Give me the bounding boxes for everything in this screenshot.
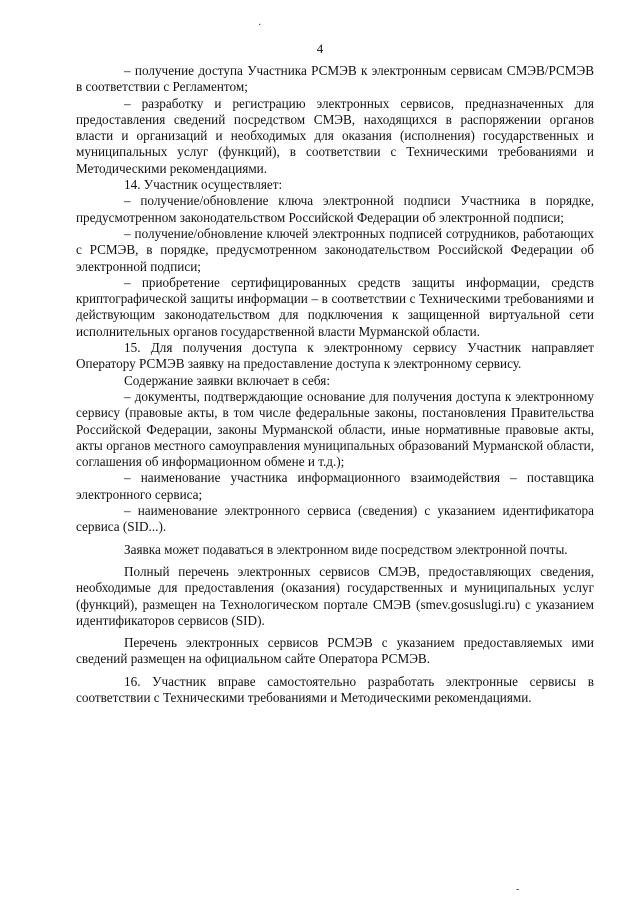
paragraph: – получение доступа Участника РСМЭВ к электронным сервисам СМЭВ/РСМЭВ в соответствии с Регламентом;	[76, 63, 594, 95]
paragraph: – получение/обновление ключа электронной подписи Участника в порядке, предусмотренном законодательством Российской Федерации об электронной подписи;	[76, 193, 594, 225]
paragraph: 14. Участник осуществляет:	[124, 177, 283, 193]
paragraph: 16. Участник вправе самостоятельно разработать электронные сервисы в соответствии с Техническими требованиями и Методическими рекомендациями.	[76, 673, 594, 705]
paragraph: – наименование электронного сервиса (сведения) с указанием идентификатора сервиса (SID...).	[76, 503, 594, 535]
paragraph: – разработку и регистрацию электронных сервисов, предназначенных для предоставления сведений посредством СМЭВ, находящихся в распоряжении органов власти и организаций и необходимых для оказания (исполнения) государственных и муниципальных услуг (функций), в соответствии с Техническими требованиями и Методическими рекомендациями.	[76, 95, 594, 176]
paragraph: – приобретение сертифицированных средств защиты информации, средств криптографической защиты информации – в соответствии с Техническими требованиями и действующим законодательством для подключения к защищенной виртуальной сети исполнительных органов государственной власти Мурманской области.	[76, 274, 594, 339]
paragraph: Перечень электронных сервисов РСМЭВ с указанием предоставляемых ими сведений размещен на официальном сайте Оператора РСМЭВ.	[76, 635, 594, 667]
paragraph: – документы, подтверждающие основание для получения доступа к электронному сервису (правовые акты, в том числе федеральные законы, постановления Правительства Российской Федерации, законы Мурманской области, иные нормативные правовые акты, акты органов местного самоуправления муниципальных образований Мурманской области, соглашения об информационном обмене и т.д.);	[76, 388, 594, 470]
page-number: 4	[316, 41, 324, 56]
paragraph: – получение/обновление ключей электронных подписей сотрудников, работающих с РСМЭВ, в порядке, предусмотренном законодательством Российской Федерации об электронной подписи;	[76, 225, 594, 274]
paragraph: Заявка может подаваться в электронном виде посредством электронной почты.	[124, 541, 568, 557]
paragraph: Полный перечень электронных сервисов СМЭВ, предоставляющих сведения, необходимые для предоставления (оказания) государственных и муниципальных услуг (функций), размещен на Технологическом портале СМЭВ (smev.gosuslugi.ru) с указанием идентификаторов сервисов (SID).	[76, 563, 594, 628]
paragraph: Содержание заявки включает в себя:	[124, 372, 330, 388]
document-body	[76, 63, 594, 706]
paragraph: 15. Для получения доступа к электронному сервису Участник направляет Оператору РСМЭВ заявку на предоставление доступа к электронному сервису.	[76, 340, 594, 372]
scan-speck: -	[516, 884, 520, 895]
scan-speck: ·	[258, 20, 262, 31]
paragraph: – наименование участника информационного взаимодействия – поставщика электронного сервиса;	[76, 470, 594, 502]
